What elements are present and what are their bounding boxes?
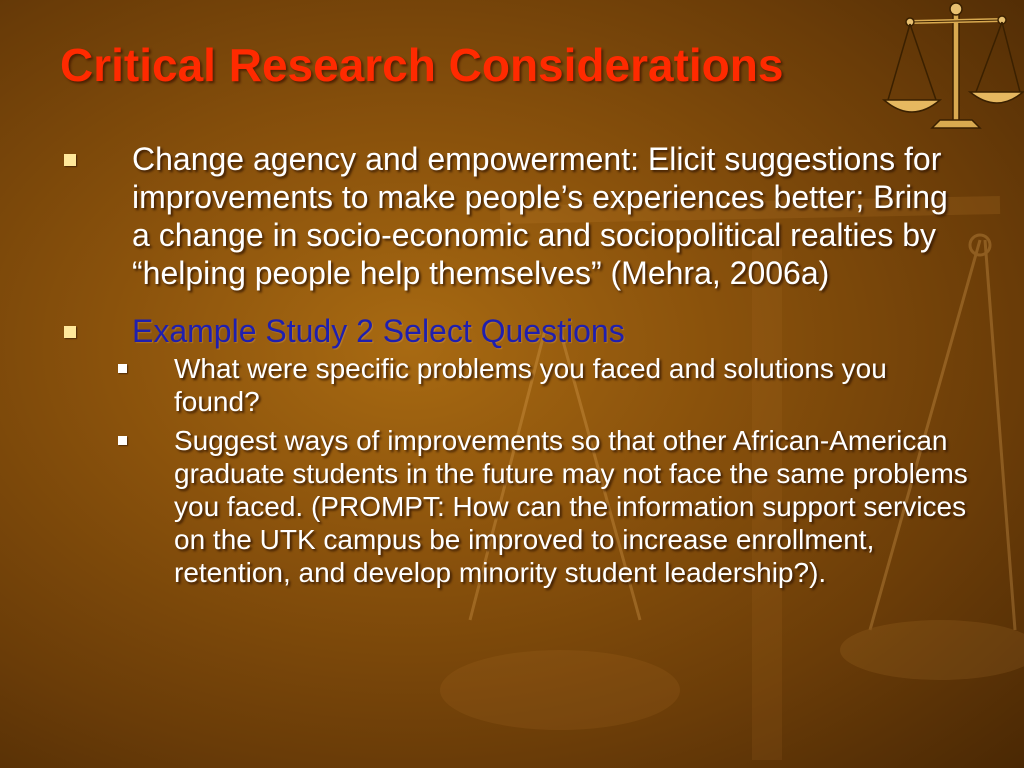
- bullet-text: Example Study 2 Select Questions: [132, 313, 625, 349]
- square-bullet-icon: [64, 154, 76, 166]
- balance-scale-icon: [880, 0, 1024, 140]
- bullet-example-study: [60, 312, 970, 350]
- sub-bullet-question-2: [112, 424, 970, 589]
- slide-body: [60, 140, 970, 589]
- bullet-text: Change agency and empowerment: Elicit suggestions for improvements to make people’s experiences better; Bring a change in socio-economic and sociopolitical realties by “helping people help themselves” (Mehra, 2006a): [132, 141, 948, 291]
- sub-bullet-text: What were specific problems you faced and solutions you found?: [174, 353, 887, 417]
- bullet-change-agency: [60, 140, 970, 292]
- sub-bullet-question-1: [112, 352, 970, 418]
- square-bullet-icon: [118, 436, 127, 445]
- square-bullet-icon: [118, 364, 127, 373]
- square-bullet-icon: [64, 326, 76, 338]
- slide-title: Critical Research Considerations: [60, 39, 784, 91]
- sub-bullet-text: Suggest ways of improvements so that other African-American graduate students in the future may not face the same problems you faced. (PROMPT: How can the information support services on the UTK campus be improved to increase enrollment, retention, and develop minority student leadership?).: [174, 425, 968, 588]
